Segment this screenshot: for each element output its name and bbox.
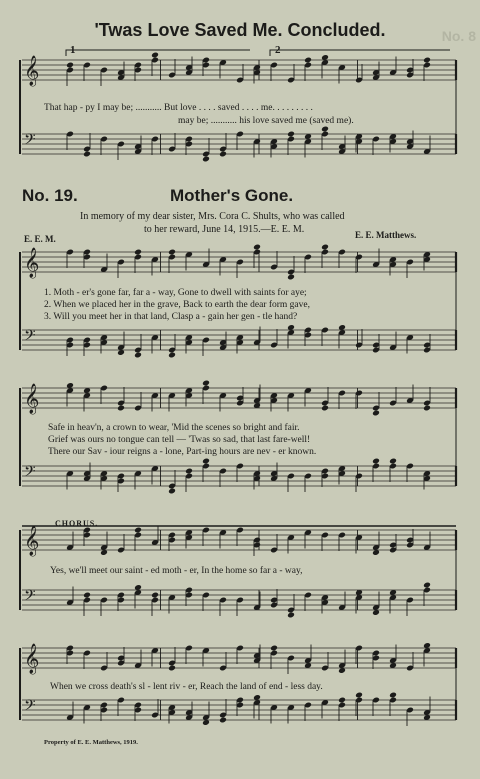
note-head xyxy=(287,612,295,619)
note-head xyxy=(151,592,159,599)
note-head xyxy=(134,352,142,359)
chorus-label: CHORUS. xyxy=(55,519,99,528)
bass-clef-icon: 𝄢 xyxy=(24,463,36,484)
note-head xyxy=(219,717,227,724)
note-head xyxy=(287,131,295,138)
note-head xyxy=(423,405,431,412)
bass-clef-icon: 𝄢 xyxy=(24,131,36,152)
note-head xyxy=(321,405,329,412)
bass-clef-icon: 𝄢 xyxy=(24,697,36,718)
note-head xyxy=(202,458,210,465)
note-head xyxy=(168,665,176,672)
treble-clef-icon: 𝄞 xyxy=(24,644,40,674)
treble-clef-icon: 𝄞 xyxy=(24,248,40,278)
lyric-top-line1: That hap - py I may be; ........... But love . . . . saved . . . . me. . . . . . . . . xyxy=(44,103,313,113)
verse2-line1: 2. When we placed her in the grave, Back to earth the dear form gave, xyxy=(44,300,310,310)
copyright-footer: Property of E. E. Matthews, 1919. xyxy=(44,739,138,746)
note-head xyxy=(321,126,329,133)
note-head xyxy=(253,244,261,251)
song-title: Mother's Gone. xyxy=(170,186,294,205)
chorus-line2: When we cross death's sl - lent riv - er, Reach the land of end - less day. xyxy=(50,682,323,692)
note-head xyxy=(134,249,142,256)
note-head xyxy=(423,582,431,589)
verse3-line2: There our Sav - iour reigns a - lone, Part-ing hours are nev - er known. xyxy=(48,447,317,457)
note-head xyxy=(372,410,380,417)
treble-clef-icon: 𝄞 xyxy=(24,56,40,86)
note-head xyxy=(389,458,397,465)
note-head xyxy=(355,692,363,699)
verse3-line1: 3. Will you meet her in that land, Clasp a - gain her gen - tle hand? xyxy=(44,312,298,322)
note-head xyxy=(423,57,431,64)
bass-clef-icon: 𝄢 xyxy=(24,587,36,608)
note-head xyxy=(83,151,91,158)
song-number: No. 19. xyxy=(22,186,78,205)
note-head xyxy=(287,274,295,281)
volta-bracket xyxy=(270,50,450,56)
lyricist-initials: E. E. M. xyxy=(24,234,56,244)
note-head xyxy=(185,468,193,475)
note-head xyxy=(321,244,329,251)
bass-clef-icon: 𝄢 xyxy=(24,327,36,348)
composer-name: E. E. Matthews. xyxy=(355,230,417,240)
dedication-line-2: to her reward, June 14, 1915.—E. E. M. xyxy=(144,224,305,235)
note-head xyxy=(338,697,346,704)
note-head xyxy=(134,527,142,534)
volta-second-ending: 2 xyxy=(275,44,281,56)
note-head xyxy=(372,458,380,465)
note-head xyxy=(219,151,227,158)
note-head xyxy=(83,592,91,599)
note-head xyxy=(168,249,176,256)
treble-clef-icon: 𝄞 xyxy=(24,526,40,556)
verse1-line1: 1. Moth - er's gone far, far a - way, Gone to dwell with saints for aye; xyxy=(44,288,307,298)
page-header-title: 'Twas Love Saved Me. Concluded. xyxy=(94,20,386,40)
note-head xyxy=(304,57,312,64)
note-head xyxy=(168,488,176,495)
lyric-top-line2: may be; ........... his love saved me (saved me). xyxy=(178,116,354,126)
chorus-line1: Yes, we'll meet our saint - ed moth - er, In the home so far a - way, xyxy=(50,566,303,576)
note-head xyxy=(168,352,176,359)
note-head xyxy=(66,62,74,69)
note-head xyxy=(117,405,125,412)
volta-first-ending: 1 xyxy=(70,44,76,56)
note-head xyxy=(151,52,159,59)
verse2-line2: Grief was ours no tongue can tell — 'Twas so sad, that last fare-well! xyxy=(48,435,311,445)
note-head xyxy=(202,156,210,163)
note-head xyxy=(389,692,397,699)
verse1-line2: Safe in heav'n, a crown to wear, 'Mid the scenes so bright and fair. xyxy=(48,423,300,433)
dedication-line-1: In memory of my dear sister, Mrs. Cora C. Shults, who was called xyxy=(80,211,345,222)
note-head xyxy=(270,645,278,652)
bleedthrough-text: No. 8 xyxy=(441,28,476,44)
treble-clef-icon: 𝄞 xyxy=(24,384,40,414)
note-head xyxy=(202,380,210,387)
